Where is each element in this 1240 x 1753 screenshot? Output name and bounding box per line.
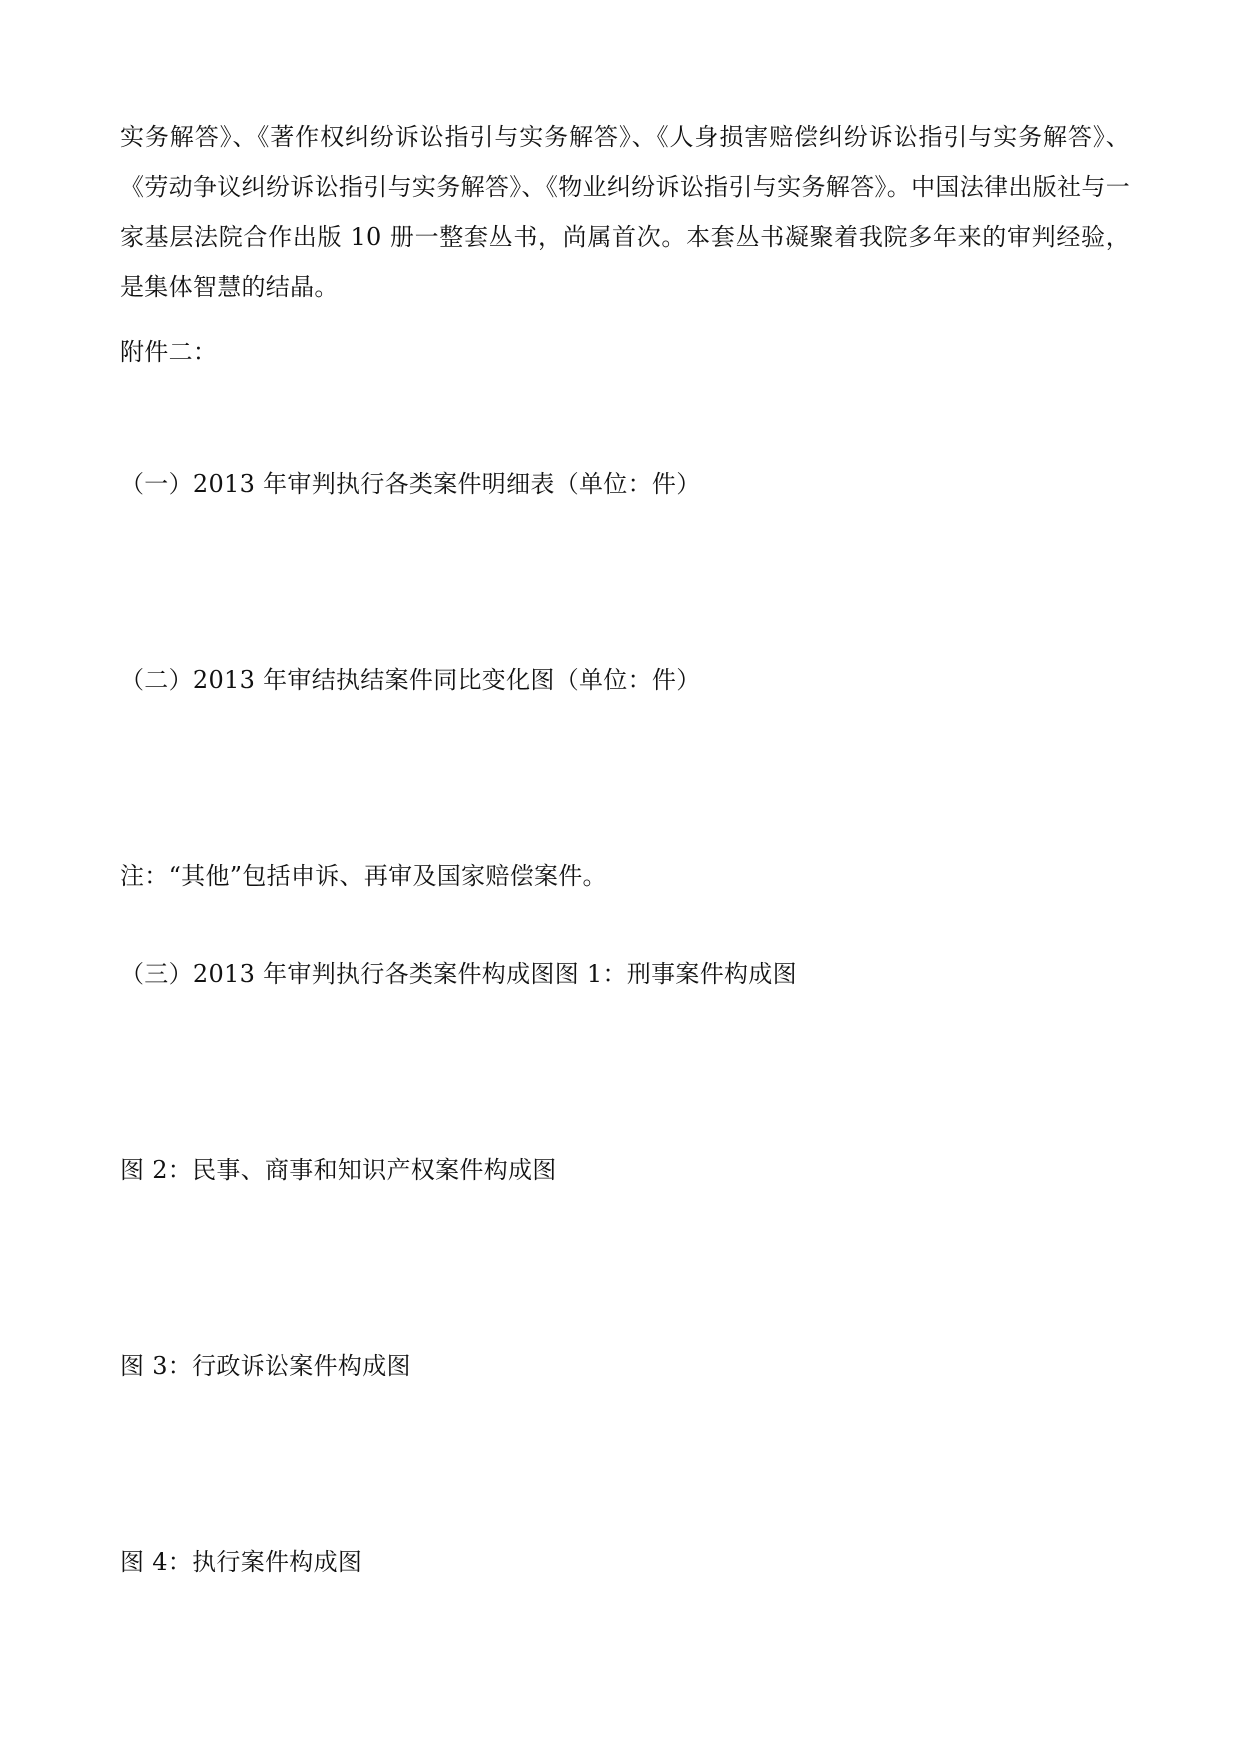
figure-3-caption: 图 3：行政诉讼案件构成图	[120, 1352, 411, 1380]
figure-2-caption: 图 2：民事、商事和知识产权案件构成图	[120, 1156, 557, 1184]
figure-4-caption: 图 4：执行案件构成图	[120, 1548, 363, 1576]
section-2-heading: （二）2013 年审结执结案件同比变化图（单位：件）	[120, 666, 701, 694]
attachment-title: 附件二：	[120, 338, 218, 366]
intro-paragraph: 实务解答》、《著作权纠纷诉讼指引与实务解答》、《人身损害赔偿纠纷诉讼指引与实务解答》、《劳动争议纠纷诉讼指引与实务解答》、《物业纠纷诉讼指引与实务解答》。中国法律出版社与一家基层法院合作出版 10 册一整套丛书，尚属首次。本套丛书凝聚着我院多年来的审判经验，是集体智慧的结晶。	[120, 123, 1130, 301]
section-3-heading: （三）2013 年审判执行各类案件构成图图 1：刑事案件构成图	[120, 960, 797, 988]
note-text: 注：“其他”包括申诉、再审及国家赔偿案件。	[120, 862, 607, 890]
section-1-heading: （一）2013 年审判执行各类案件明细表（单位：件）	[120, 470, 701, 498]
